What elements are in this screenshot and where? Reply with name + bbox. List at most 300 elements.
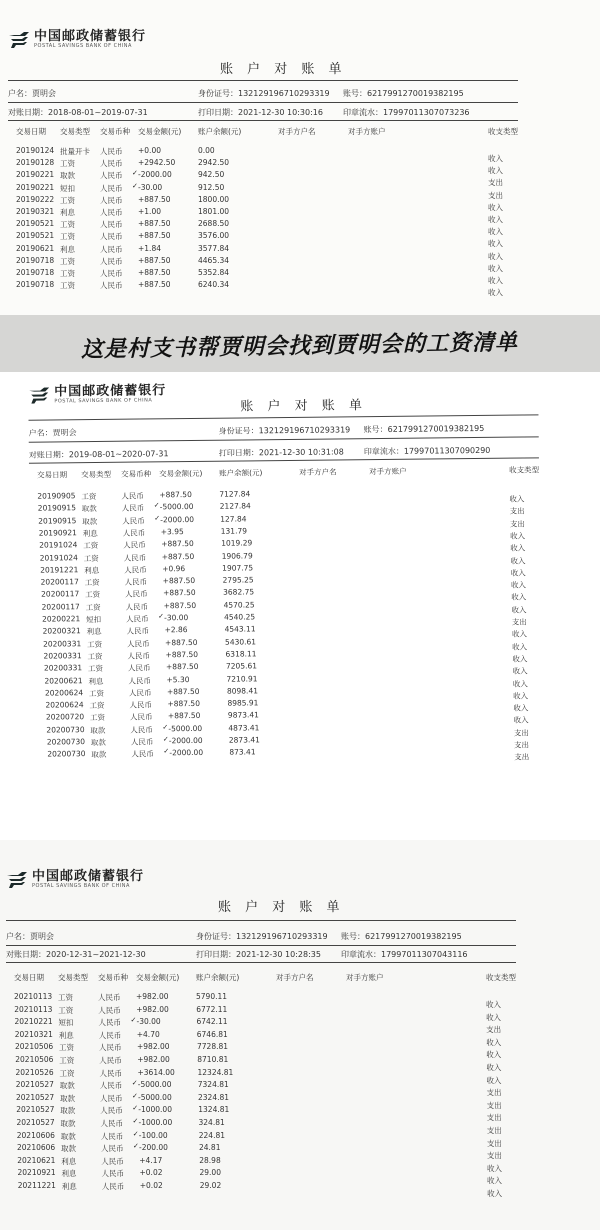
cell-type: 取款 xyxy=(91,750,107,760)
cell-type: 工资 xyxy=(88,688,105,698)
column-header: 对手方账户 xyxy=(348,127,386,136)
cell-date: 20210606 xyxy=(17,1143,56,1153)
cell-currency: 人民币 xyxy=(122,528,146,538)
cell-currency: 人民币 xyxy=(130,737,154,747)
cell-balance: 324.81 xyxy=(198,1118,225,1127)
cell-direction: 收入 xyxy=(486,1063,502,1072)
cell-date: 20200331 xyxy=(43,663,83,673)
cell-amount: +887.50 xyxy=(138,255,171,265)
cell-balance: 4465.34 xyxy=(198,255,230,265)
cell-currency: 人民币 xyxy=(100,232,123,242)
cell-type: 短扣 xyxy=(58,1018,74,1028)
column-header: 对手方户名 xyxy=(299,467,337,477)
cell-balance: 8985.91 xyxy=(227,698,259,708)
column-header: 交易日期 xyxy=(16,127,46,136)
cell-type: 批量开卡 xyxy=(60,147,90,156)
cell-currency: 人民币 xyxy=(101,1169,124,1179)
cell-currency: 人民币 xyxy=(128,675,152,686)
id-number: 身份证号：132129196710293319 xyxy=(198,89,330,98)
cell-amount: +982.00 xyxy=(136,1004,169,1014)
column-header: 交易类型 xyxy=(60,127,90,136)
cell-type: 利息 xyxy=(61,1182,77,1191)
cell-type: 工资 xyxy=(89,701,105,711)
cell-amount: +2.86 xyxy=(164,625,188,635)
cell-amount: +887.50 xyxy=(138,219,171,229)
cell-date: 20210526 xyxy=(15,1067,54,1077)
cell-currency: 人民币 xyxy=(100,281,123,291)
cell-direction: 收入 xyxy=(486,1163,502,1173)
cell-amount: +887.50 xyxy=(164,637,198,647)
bank-logo xyxy=(28,384,166,405)
statement-title: 账 户 对 账 单 xyxy=(218,900,345,915)
cell-date: 20191221 xyxy=(40,564,79,575)
cell-type: 工资 xyxy=(60,269,75,278)
cell-balance: 4543.11 xyxy=(224,624,256,634)
cell-currency: 人民币 xyxy=(127,651,151,661)
cell-direction: 收入 xyxy=(486,1000,501,1009)
cell-balance: 6240.34 xyxy=(198,280,230,290)
cell-currency: 人民币 xyxy=(127,663,151,673)
cell-type: 短扣 xyxy=(86,614,102,625)
cell-currency: 人民币 xyxy=(126,639,150,649)
cell-balance: 3577.84 xyxy=(198,243,230,253)
column-header: 对手方账户 xyxy=(346,973,384,982)
header-rule-mid xyxy=(6,945,516,946)
cell-type: 工资 xyxy=(58,1005,74,1015)
cell-type: 取款 xyxy=(60,1131,76,1141)
cell-balance: 1801.00 xyxy=(198,207,230,216)
cell-amount: -5000.00 xyxy=(137,1080,172,1090)
cell-type: 取款 xyxy=(60,1093,75,1103)
cell-balance: 29.00 xyxy=(199,1168,221,1178)
cell-amount: -100.00 xyxy=(138,1130,168,1140)
column-header: 对手方户名 xyxy=(278,127,316,136)
cell-amount: -1000.00 xyxy=(138,1118,173,1127)
cell-date: 20210113 xyxy=(14,992,53,1001)
cell-direction: 支出 xyxy=(513,740,530,750)
cell-amount: +887.50 xyxy=(159,489,192,500)
seal-serial: 印章流水：17997011307043116 xyxy=(341,950,468,959)
cell-balance: 4570.25 xyxy=(223,600,255,610)
cell-currency: 人民币 xyxy=(101,1144,124,1154)
cell-direction: 支出 xyxy=(486,1025,502,1035)
cell-currency: 人民币 xyxy=(100,147,123,156)
cell-type: 利息 xyxy=(88,676,104,686)
cell-type: 取款 xyxy=(61,1144,76,1154)
withdrawal-mark: ✓ xyxy=(132,169,138,178)
cell-direction: 收入 xyxy=(511,629,527,639)
cell-direction: 收入 xyxy=(488,276,503,285)
cell-amount: -30.00 xyxy=(136,1017,161,1027)
bank-logo-icon xyxy=(8,32,30,48)
cell-date: 20200117 xyxy=(41,589,80,599)
statement-sheet-3 xyxy=(0,840,600,1230)
cell-type: 工资 xyxy=(85,602,101,612)
withdrawal-mark: ✓ xyxy=(133,1142,139,1151)
cell-balance: 8710.81 xyxy=(197,1055,229,1064)
column-header: 交易币种 xyxy=(100,127,130,136)
cell-balance: 4540.25 xyxy=(224,612,256,622)
bank-logo-icon xyxy=(6,872,28,888)
cell-direction: 收入 xyxy=(486,1050,502,1060)
cell-direction: 收入 xyxy=(488,227,503,237)
print-date: 打印日期：2021-12-30 10:30:16 xyxy=(198,108,323,117)
cell-balance: 5430.61 xyxy=(224,636,257,647)
cell-type: 工资 xyxy=(87,651,103,661)
cell-direction: 支出 xyxy=(513,728,529,738)
cell-type: 取款 xyxy=(60,171,75,181)
withdrawal-mark: ✓ xyxy=(163,747,170,756)
cell-balance: 873.41 xyxy=(229,747,256,757)
cell-date: 20200730 xyxy=(46,737,86,747)
withdrawal-mark: ✓ xyxy=(162,735,169,744)
cell-currency: 人民币 xyxy=(129,700,152,710)
column-header: 收支类型 xyxy=(509,465,540,475)
column-header: 交易金额(元) xyxy=(138,127,182,136)
header-rule-top xyxy=(29,414,539,420)
cell-type: 利息 xyxy=(60,208,75,217)
cell-type: 工资 xyxy=(85,590,101,600)
id-number: 身份证号：132129196710293319 xyxy=(196,932,328,941)
cell-amount: +887.50 xyxy=(138,194,171,204)
bank-name-en: POSTAL SAVINGS BANK OF CHINA xyxy=(54,397,153,405)
cell-balance: 1324.81 xyxy=(198,1105,230,1115)
cell-direction: 支出 xyxy=(486,1151,502,1161)
cell-amount: +887.50 xyxy=(166,686,200,697)
cell-amount: +4.17 xyxy=(139,1155,163,1165)
cell-date: 20210527 xyxy=(16,1092,55,1102)
cell-type: 取款 xyxy=(60,1119,76,1128)
cell-balance: 2688.50 xyxy=(198,219,230,229)
cell-type: 工资 xyxy=(58,993,73,1002)
cell-balance: 8098.41 xyxy=(226,686,259,696)
account-name: 户名：贾明会 xyxy=(28,428,77,438)
cell-currency: 人民币 xyxy=(101,1156,124,1166)
cell-direction: 收入 xyxy=(512,678,528,689)
cell-balance: 6742.11 xyxy=(196,1017,228,1027)
cell-amount: -1000.00 xyxy=(138,1105,172,1115)
cell-amount: +0.02 xyxy=(139,1181,163,1190)
handwritten-note xyxy=(0,316,600,372)
bank-logo xyxy=(6,870,144,890)
cell-amount: +887.50 xyxy=(165,649,199,660)
cell-type: 利息 xyxy=(61,1156,77,1166)
cell-currency: 人民币 xyxy=(131,749,154,759)
cell-type: 工资 xyxy=(81,491,97,502)
bank-logo-icon xyxy=(28,387,50,403)
cell-date: 20190921 xyxy=(38,528,77,538)
cell-type: 工资 xyxy=(60,195,75,205)
statement-title: 账 户 对 账 单 xyxy=(240,398,367,415)
cell-type: 工资 xyxy=(89,713,105,723)
cell-balance: 224.81 xyxy=(198,1130,225,1140)
cell-direction: 收入 xyxy=(513,691,529,701)
cell-balance: 24.81 xyxy=(199,1143,221,1153)
cell-currency: 人民币 xyxy=(100,159,123,169)
withdrawal-mark: ✓ xyxy=(153,501,160,510)
cell-balance: 2324.81 xyxy=(198,1092,230,1102)
cell-amount: +887.50 xyxy=(138,280,171,290)
bank-logo xyxy=(8,30,146,50)
seal-serial: 印章流水：17997011307073236 xyxy=(343,108,470,117)
cell-date: 20200624 xyxy=(44,687,84,698)
cell-date: 20190905 xyxy=(37,491,76,501)
header-rule-top xyxy=(6,920,516,921)
cell-direction: 支出 xyxy=(514,752,530,762)
cell-date: 20200221 xyxy=(42,614,81,624)
cell-balance: 0.00 xyxy=(198,146,215,155)
column-header: 交易类型 xyxy=(81,469,112,480)
cell-date: 20190521 xyxy=(16,219,55,229)
header-rule-bottom xyxy=(6,962,516,963)
cell-amount: +887.50 xyxy=(161,539,194,549)
cell-direction: 收入 xyxy=(513,703,529,713)
cell-currency: 人民币 xyxy=(100,171,123,181)
cell-amount: -5000.00 xyxy=(138,1092,172,1102)
cell-balance: 942.50 xyxy=(198,170,225,180)
cell-direction: 收入 xyxy=(510,580,527,590)
column-header: 对手方户名 xyxy=(276,973,314,982)
cell-balance: 6746.81 xyxy=(196,1029,228,1039)
cell-type: 工资 xyxy=(59,1043,74,1053)
header-rule-mid xyxy=(8,102,518,103)
cell-date: 20190915 xyxy=(37,503,77,513)
account-name: 户名：贾明会 xyxy=(8,89,56,98)
cell-balance: 1800.00 xyxy=(198,194,230,204)
cell-amount: +5.30 xyxy=(166,674,190,684)
cell-amount: +887.50 xyxy=(162,576,196,586)
cell-currency: 人民币 xyxy=(121,491,144,501)
cell-type: 工资 xyxy=(83,553,99,563)
cell-balance: 7324.81 xyxy=(197,1080,229,1090)
cell-direction: 支出 xyxy=(509,506,525,516)
withdrawal-mark: ✓ xyxy=(132,1129,139,1138)
cell-currency: 人民币 xyxy=(100,269,123,278)
cell-date: 20210321 xyxy=(14,1029,53,1039)
cell-type: 利息 xyxy=(82,528,98,539)
cell-balance: 12324.81 xyxy=(197,1067,234,1077)
cell-currency: 人民币 xyxy=(100,256,123,266)
cell-date: 20191024 xyxy=(39,540,78,550)
cell-currency: 人民币 xyxy=(100,195,123,205)
cell-balance: 2942.50 xyxy=(198,158,230,168)
cell-amount: +887.50 xyxy=(163,588,196,598)
cell-direction: 收入 xyxy=(488,288,503,298)
cell-type: 短扣 xyxy=(60,183,75,193)
column-header: 对手方账户 xyxy=(369,466,407,477)
header-rule-bottom xyxy=(8,120,518,121)
header-rule-top xyxy=(8,80,518,81)
cell-currency: 人民币 xyxy=(100,1093,123,1103)
cell-date: 20200730 xyxy=(46,724,85,735)
cell-currency: 人民币 xyxy=(123,552,147,563)
cell-type: 利息 xyxy=(58,1030,74,1040)
cell-amount: +887.50 xyxy=(165,662,199,672)
cell-date: 20200730 xyxy=(47,749,86,759)
cell-direction: 支出 xyxy=(511,617,527,627)
cell-amount: -2000.00 xyxy=(168,735,203,746)
cell-amount: +1.84 xyxy=(138,243,161,253)
statement-sheet-2 xyxy=(0,372,600,780)
cell-date: 20190718 xyxy=(16,280,55,290)
cell-direction: 支出 xyxy=(488,178,503,188)
cell-direction: 收入 xyxy=(512,654,528,664)
statement-sheet-1 xyxy=(0,0,600,315)
handwritten-note-text: 这是村支书帮贾明会找到贾明会的工资清单 xyxy=(81,328,519,363)
cell-date: 20210527 xyxy=(15,1080,54,1090)
cell-amount: +0.02 xyxy=(139,1168,163,1178)
cell-balance: 1906.79 xyxy=(221,550,253,561)
cell-amount: +982.00 xyxy=(136,992,169,1001)
cell-direction: 收入 xyxy=(486,1037,502,1047)
cell-currency: 人民币 xyxy=(129,712,153,723)
cell-direction: 支出 xyxy=(486,1126,502,1135)
column-header: 交易类型 xyxy=(58,973,88,982)
withdrawal-mark: ✓ xyxy=(158,612,164,621)
cell-type: 工资 xyxy=(87,664,104,674)
column-header: 交易金额(元) xyxy=(136,973,180,982)
cell-date: 20190124 xyxy=(16,146,55,155)
cell-balance: 29.02 xyxy=(199,1181,222,1190)
cell-currency: 人民币 xyxy=(126,614,149,624)
statement-period: 对账日期：2018-08-01~2019-07-31 xyxy=(8,108,148,117)
cell-balance: 7210.91 xyxy=(226,673,258,684)
account-name: 户名：贾明会 xyxy=(6,932,54,941)
cell-balance: 7127.84 xyxy=(219,489,251,499)
cell-amount: -30.00 xyxy=(138,182,163,192)
column-header: 收支类型 xyxy=(486,973,516,982)
column-header: 交易币种 xyxy=(98,973,128,982)
cell-amount: +3614.00 xyxy=(137,1067,175,1077)
bank-name-cn: 中国邮政储蓄银行 xyxy=(34,29,147,44)
cell-direction: 收入 xyxy=(487,1176,503,1186)
column-header: 交易日期 xyxy=(37,470,68,480)
cell-type: 利息 xyxy=(60,244,75,254)
cell-amount: -2000.00 xyxy=(138,170,172,180)
statement-period: 对账日期：2020-12-31~2021-12-30 xyxy=(6,950,146,959)
withdrawal-mark: ✓ xyxy=(132,1091,138,1100)
cell-amount: -2000.00 xyxy=(160,514,195,524)
cell-direction: 收入 xyxy=(488,263,503,273)
column-header: 账户余额(元) xyxy=(219,468,263,478)
cell-balance: 2795.25 xyxy=(222,575,254,585)
cell-type: 工资 xyxy=(60,232,75,242)
cell-amount: +887.50 xyxy=(161,551,195,561)
cell-direction: 收入 xyxy=(510,556,526,566)
bank-name-en: POSTAL SAVINGS BANK OF CHINA xyxy=(34,43,132,49)
cell-date: 20190321 xyxy=(16,207,55,216)
cell-direction: 收入 xyxy=(486,1012,502,1022)
cell-direction: 支出 xyxy=(488,190,503,200)
cell-balance: 2127.84 xyxy=(219,501,251,512)
cell-date: 20190915 xyxy=(38,515,77,526)
cell-type: 工资 xyxy=(60,281,75,291)
cell-amount: -5000.00 xyxy=(168,723,203,733)
cell-amount: +0.00 xyxy=(138,146,161,155)
cell-currency: 人民币 xyxy=(124,565,147,575)
cell-date: 20190128 xyxy=(16,158,55,168)
account-number: 账号：6217991270019382195 xyxy=(363,423,485,435)
cell-date: 20190221 xyxy=(16,182,55,192)
cell-date: 20210113 xyxy=(14,1004,53,1014)
cell-date: 20190221 xyxy=(16,170,55,180)
cell-type: 取款 xyxy=(82,516,98,526)
cell-date: 20210527 xyxy=(16,1105,55,1115)
cell-currency: 人民币 xyxy=(100,1106,123,1116)
cell-currency: 人民币 xyxy=(126,626,150,636)
cell-date: 20200720 xyxy=(45,712,85,722)
header-rule-mid xyxy=(29,436,539,442)
cell-balance: 131.79 xyxy=(220,526,248,536)
cell-direction: 收入 xyxy=(513,715,529,726)
cell-amount: -30.00 xyxy=(164,613,189,623)
cell-direction: 收入 xyxy=(512,666,528,676)
bank-logo-text xyxy=(54,384,166,405)
cell-balance: 6318.11 xyxy=(225,649,257,659)
cell-direction: 收入 xyxy=(510,543,526,553)
cell-direction: 支出 xyxy=(486,1138,502,1148)
cell-balance: 5352.84 xyxy=(198,268,230,277)
cell-direction: 收入 xyxy=(487,1189,503,1198)
cell-currency: 人民币 xyxy=(98,1005,121,1015)
cell-currency: 人民币 xyxy=(100,1131,124,1141)
withdrawal-mark: ✓ xyxy=(154,513,161,522)
cell-date: 20200624 xyxy=(45,700,84,710)
cell-type: 工资 xyxy=(60,159,75,169)
cell-date: 20210506 xyxy=(15,1055,54,1064)
cell-type: 工资 xyxy=(59,1068,75,1078)
cell-amount: +887.50 xyxy=(138,231,171,241)
cell-type: 工资 xyxy=(60,256,75,266)
statement-title: 账 户 对 账 单 xyxy=(220,62,347,77)
blank-gap xyxy=(0,780,600,840)
print-date: 打印日期：2021-12-30 10:31:08 xyxy=(218,447,344,458)
bank-name-cn: 中国邮政储蓄银行 xyxy=(32,869,145,884)
cell-direction: 收入 xyxy=(486,1075,502,1085)
cell-type: 取款 xyxy=(59,1081,75,1091)
cell-date: 20200331 xyxy=(42,638,82,649)
cell-amount: +887.50 xyxy=(167,699,200,709)
withdrawal-mark: ✓ xyxy=(131,1079,138,1088)
cell-balance: 1019.29 xyxy=(221,538,253,548)
cell-currency: 人民币 xyxy=(122,516,145,526)
cell-type: 利息 xyxy=(84,565,100,575)
cell-currency: 人民币 xyxy=(124,577,148,587)
cell-direction: 收入 xyxy=(488,154,503,163)
cell-type: 工资 xyxy=(84,578,100,588)
cell-type: 工资 xyxy=(86,639,103,649)
cell-date: 20210221 xyxy=(14,1017,53,1027)
cell-currency: 人民币 xyxy=(99,1056,122,1065)
cell-date: 20210621 xyxy=(17,1155,56,1165)
cell-balance: 4873.41 xyxy=(228,722,260,733)
column-header: 账户余额(元) xyxy=(198,127,242,136)
withdrawal-mark: ✓ xyxy=(162,722,169,732)
cell-direction: 收入 xyxy=(511,605,527,615)
cell-currency: 人民币 xyxy=(130,725,153,735)
cell-amount: -2000.00 xyxy=(169,748,204,758)
withdrawal-mark: ✓ xyxy=(130,1016,137,1025)
cell-type: 取款 xyxy=(90,725,106,735)
cell-direction: 收入 xyxy=(488,239,503,249)
withdrawal-mark: ✓ xyxy=(132,181,138,190)
cell-amount: +1.00 xyxy=(138,207,161,216)
cell-type: 利息 xyxy=(61,1169,77,1179)
cell-type: 工资 xyxy=(59,1056,75,1065)
account-number: 账号：6217991270019382195 xyxy=(343,89,464,98)
bank-logo-text xyxy=(32,870,144,890)
cell-balance: 5790.11 xyxy=(196,992,228,1001)
